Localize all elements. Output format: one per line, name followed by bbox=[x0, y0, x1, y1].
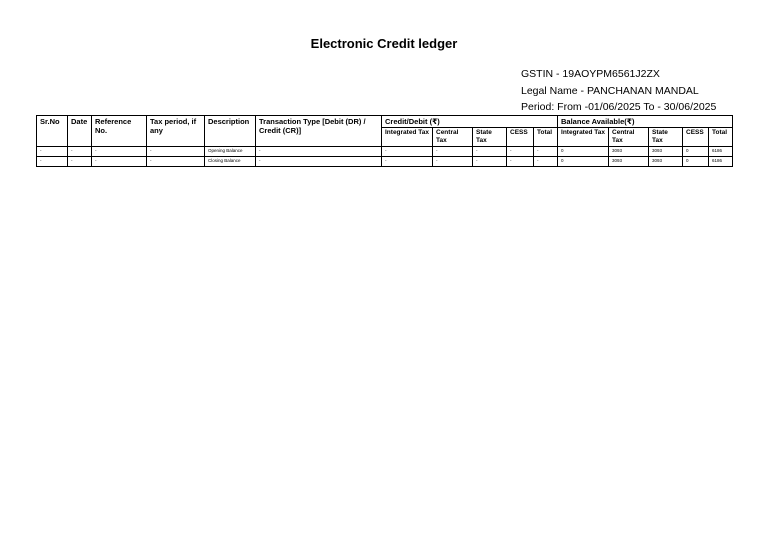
table-cell: - bbox=[256, 147, 382, 157]
table-cell: 3093 bbox=[609, 147, 649, 157]
subheader-ba-total: Total bbox=[709, 128, 733, 147]
table-cell: Opening Balance bbox=[205, 147, 256, 157]
table-cell: 0 bbox=[558, 147, 609, 157]
subheader-ba-integrated-tax: Integrated Tax bbox=[558, 128, 609, 147]
table-cell: - bbox=[534, 147, 558, 157]
table-cell: 0 bbox=[558, 157, 609, 167]
col-header-credit-debit: Credit/Debit (₹) bbox=[382, 116, 558, 128]
table-cell: 6186 bbox=[709, 157, 733, 167]
period-line: Period: From -01/06/2025 To - 30/06/2025 bbox=[521, 101, 717, 113]
table-cell: - bbox=[92, 157, 147, 167]
subheader-ba-state-tax: State Tax bbox=[649, 128, 683, 147]
col-header-balance-available: Balance Available(₹) bbox=[558, 116, 733, 128]
gstin-line: GSTIN - 19AOYPM6561J2ZX bbox=[521, 68, 660, 80]
subheader-cd-total: Total bbox=[534, 128, 558, 147]
table-cell: 6186 bbox=[709, 147, 733, 157]
table-cell: - bbox=[382, 157, 433, 167]
col-header-sr-no: Sr.No bbox=[37, 116, 68, 147]
subheader-ba-cess: CESS bbox=[683, 128, 709, 147]
table-cell: - bbox=[473, 157, 507, 167]
col-header-tax-period: Tax period, if any bbox=[147, 116, 205, 147]
table-row-opening-balance bbox=[37, 147, 733, 157]
table-cell: 3093 bbox=[609, 157, 649, 167]
table-cell: - bbox=[507, 157, 534, 167]
table-cell: - bbox=[433, 157, 473, 167]
table-cell: 0 bbox=[683, 157, 709, 167]
subheader-cd-state-tax: State Tax bbox=[473, 128, 507, 147]
taxpayer-details bbox=[521, 66, 716, 116]
table-cell: 0 bbox=[683, 147, 709, 157]
table-cell: - bbox=[147, 157, 205, 167]
table-cell: - bbox=[37, 147, 68, 157]
header-row bbox=[37, 116, 733, 128]
col-header-transaction-type: Transaction Type [Debit (DR) / Credit (CR)] bbox=[256, 116, 382, 147]
table-cell: - bbox=[68, 147, 92, 157]
table-cell: - bbox=[473, 147, 507, 157]
subheader-cd-cess: CESS bbox=[507, 128, 534, 147]
table-cell: - bbox=[147, 147, 205, 157]
table-cell: - bbox=[92, 147, 147, 157]
table-cell: - bbox=[507, 147, 534, 157]
table-cell: 3093 bbox=[649, 157, 683, 167]
table-cell: - bbox=[382, 147, 433, 157]
subheader-cd-central-tax: Central Tax bbox=[433, 128, 473, 147]
col-header-description: Description bbox=[205, 116, 256, 147]
table-cell: Closing Balance bbox=[205, 157, 256, 167]
col-header-reference-no: Reference No. bbox=[92, 116, 147, 147]
ledger-title: Electronic Credit ledger bbox=[310, 36, 458, 51]
table-cell: - bbox=[68, 157, 92, 167]
table-cell: - bbox=[256, 157, 382, 167]
credit-ledger-table bbox=[36, 115, 733, 167]
table-row-closing-balance bbox=[37, 157, 733, 167]
subheader-cd-integrated-tax: Integrated Tax bbox=[382, 128, 433, 147]
table-cell: - bbox=[37, 157, 68, 167]
table-cell: - bbox=[534, 157, 558, 167]
table-cell: 3093 bbox=[649, 147, 683, 157]
col-header-date: Date bbox=[68, 116, 92, 147]
table-cell: - bbox=[433, 147, 473, 157]
legal-name-line: Legal Name - PANCHANAN MANDAL bbox=[521, 84, 699, 97]
subheader-ba-central-tax: Central Tax bbox=[609, 128, 649, 147]
